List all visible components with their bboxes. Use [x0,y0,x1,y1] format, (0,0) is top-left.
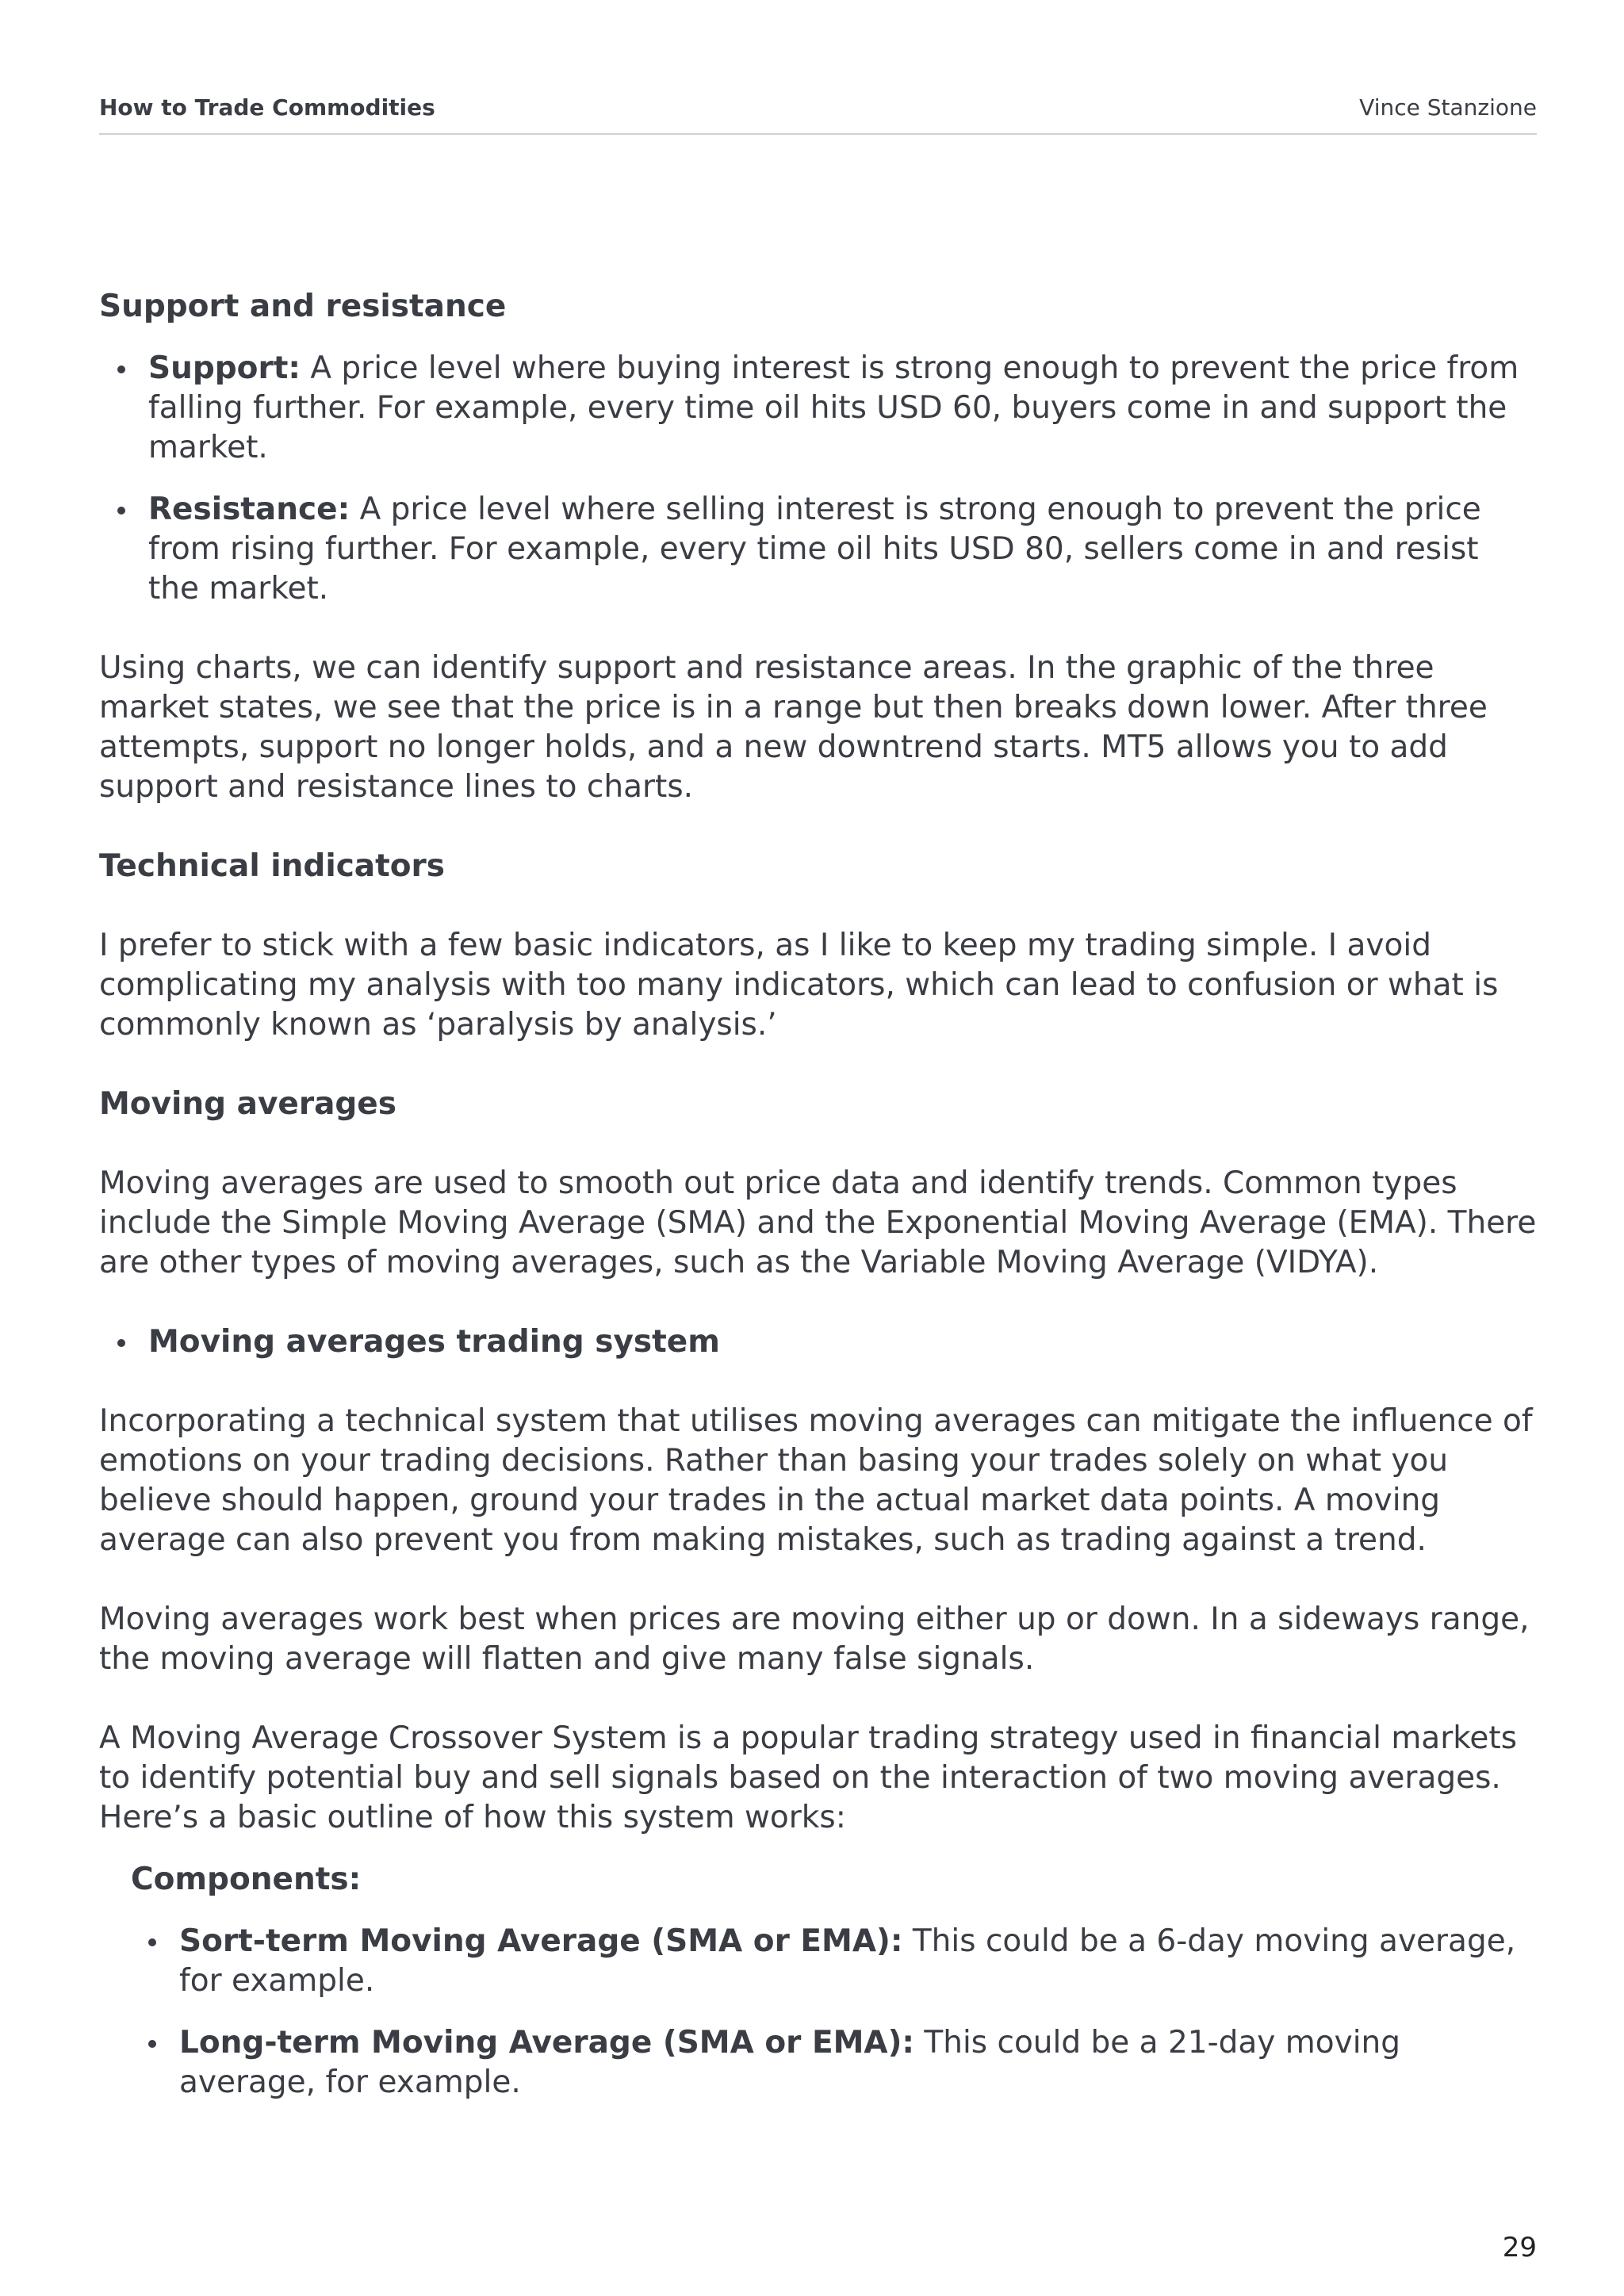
paragraph-technical-indicators: I prefer to stick with a few basic indicators, as I like to keep my trading simple. I avoid complicating my analysis with too many indicators, which can lead to confusion or what is commonly known as ‘paralysis by analysis.’ [99,928,1499,1043]
list-item-resistance [99,490,1537,609]
components-heading: Components: [131,1862,362,1897]
components-list [99,1922,1537,2103]
document-title: How to Trade Commodities [99,94,435,121]
support-resistance-list [99,349,1537,609]
term-short-term-ma: Sort-term Moving Average (SMA or EMA): [179,1923,903,1959]
moving-averages-system-list [99,1322,1537,1362]
page-header [99,89,1537,135]
paragraph-moving-averages: Moving averages are used to smooth out price data and identify trends. Common types include the Simple Moving Average (SMA) and the Exponential Moving Average (EMA). There are other types of moving averages, such as the Variable Moving Average (VIDYA). [99,1165,1537,1280]
definition-long-term-ma: This could be a 21-day moving average, for example. [179,2025,1401,2100]
paragraph-ma-sideways: Moving averages work best when prices are moving either up or down. In a sideways range, the moving average will flatten and give many false signals. [99,1601,1530,1677]
paragraph-support-resistance: Using charts, we can identify support and resistance areas. In the graphic of the three market states, we see that the price is in a range but then breaks down lower. After three attempts, support no longer holds, and a new downtrend starts. MT5 allows you to add support and resistance lines to charts. [99,650,1488,805]
page-content [99,287,1537,2103]
definition-support: A price level where buying interest is strong enough to prevent the price from falling further. For example, every time oil hits USD 60, buyers come in and support the market. [148,350,1519,465]
ma-system-title: Moving averages trading system [148,1324,720,1360]
list-item-short-term-ma [99,1922,1537,2001]
definition-resistance: A price level where selling interest is strong enough to prevent the price from rising further. For example, every time oil hits USD 80, sellers come in and resist the market. [148,492,1481,607]
definition-short-term-ma: This could be a 6-day moving average, for example. [179,1923,1516,1999]
heading-moving-averages: Moving averages [99,1086,396,1122]
page-number: 29 [1502,2232,1537,2263]
paragraph-crossover-system: A Moving Average Crossover System is a popular trading strategy used in financial markets to identify potential buy and sell signals based on the interaction of two moving averages. Here’s a basic outline of how this system works: [99,1720,1518,1835]
term-resistance: Resistance: [148,492,350,527]
heading-technical-indicators: Technical indicators [99,848,446,884]
author-name: Vince Stanzione [1359,94,1537,121]
list-item-long-term-ma [99,2023,1537,2103]
term-long-term-ma: Long-term Moving Average (SMA or EMA): [179,2025,915,2061]
paragraph-ma-system: Incorporating a technical system that utilises moving averages can mitigate the influence of emotions on your trading decisions. Rather than basing your trades solely on what you believe should happen, ground your trades in the actual market data points. A moving average can also prevent you from making mistakes, such as trading against a trend. [99,1403,1533,1558]
heading-support-resistance: Support and resistance [99,289,507,324]
list-item-support [99,349,1537,468]
term-support: Support: [148,350,301,386]
list-item-ma-system [99,1322,1537,1362]
